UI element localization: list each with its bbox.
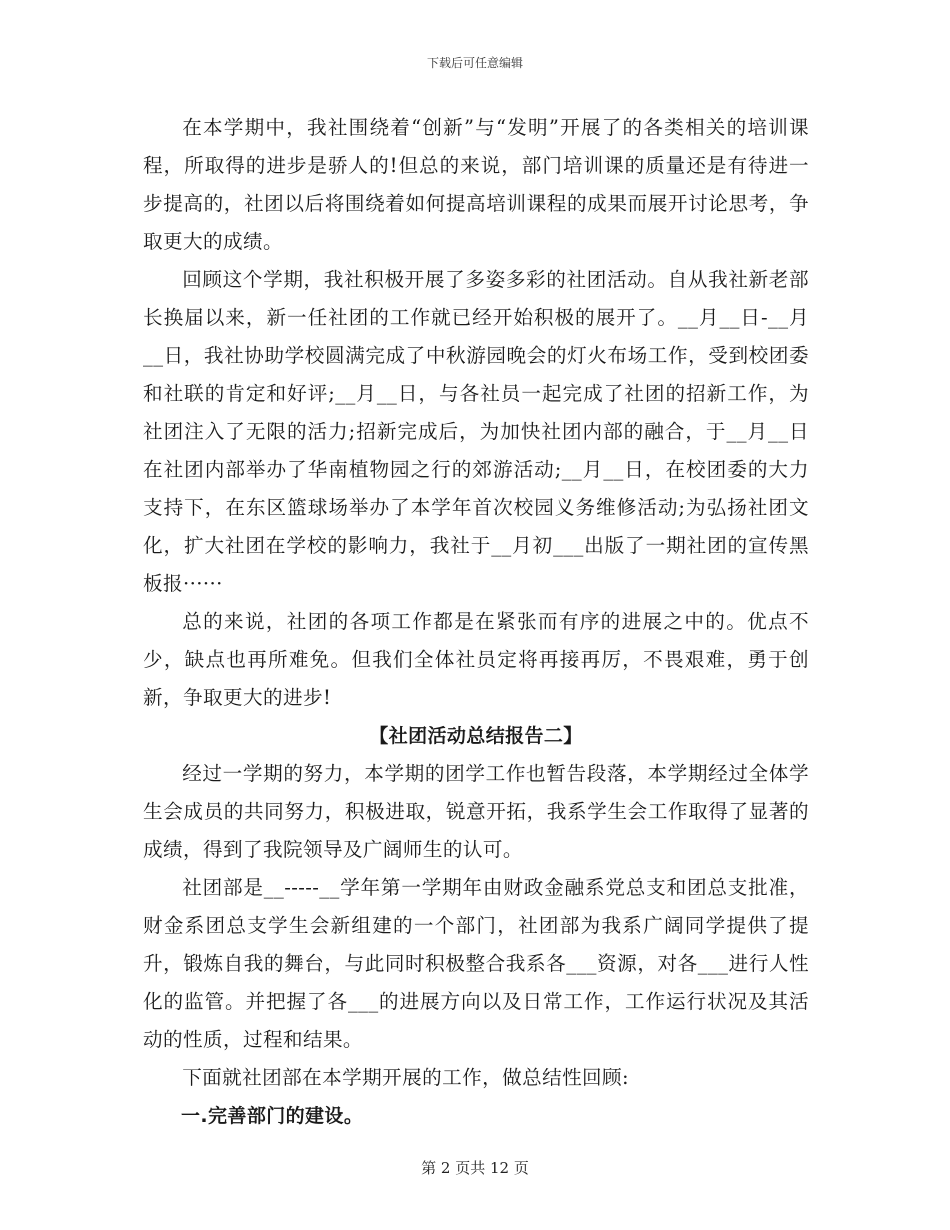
page-number: 第 2 页共 12 页 (421, 1159, 529, 1177)
paragraph-review-intro: 下面就社团部在本学期开展的工作，做总结性回顾: (182, 1066, 630, 1089)
paragraph-semester-work: 经过一学期的努力，本学期的团学工作也暂告段落，本学期经过全体学生会成员的共同努力，积极进取，锐意开拓，我系学生会工作取得了显著的成绩，得到了我院领导及广阔师生的认可。 (143, 762, 809, 861)
paragraph-summary: 总的来说，社团的各项工作都是在紧张而有序的进展之中的。优点不少，缺点也再所难免。但我们全体社员定将再接再厉，不畏艰难，勇于创新，争取更大的进步! (143, 610, 809, 709)
page-header-note: 下载后可任意编辑 (426, 56, 523, 70)
document-body (143, 109, 809, 1135)
paragraph-activities-review: 回顾这个学期，我社积极开展了多姿多彩的社团活动。自从我社新老部长换届以来，新一任社团的工作就已经开始积极的展开了。__月__日-__月__日，我社协助学校圆满完成了中秋游园晚会的灯火布场工作，受到校团委和社联的肯定和好评;__月__日，与各社员一起完成了社团的招新工作，为社团注入了无限的活力;招新完成后，为加快社团内部的融合，于__月__日在社团内部举办了华南植物园之行的郊游活动;__月__日，在校团委的大力支持下，在东区篮球场举办了本学年首次校园义务维修活动;为弘扬社团文化，扩大社团在学校的影响力，我社于__月初___出版了一期社团的宣传黑板报······ (143, 268, 809, 595)
report-heading: 【社团活动总结报告二】 (369, 725, 583, 747)
paragraph-department-intro: 社团部是__-----__学年第一学期年由财政金融系党总支和团总支批准，财金系团总支学生会新组建的一个部门，社团部为我系广阔同学提供了提升，锻炼自我的舞台，与此同时积极整合我系各___资源，对各___进行人性化的监管。并把握了各___的进展方向以及日常工作，工作运行状况及其活动的性质，过程和结果。 (143, 876, 809, 1051)
section-subheading: 一.完善部门的建设。 (181, 1105, 364, 1127)
paragraph-training: 在本学期中，我社围绕着“创新”与“发明”开展了的各类相关的培训课程，所取得的进步是骄人的!但总的来说，部门培训课的质量还是有待进一步提高的，社团以后将围绕着如何提高培训课程的成果而展开讨论思考，争取更大的成绩。 (143, 116, 809, 253)
